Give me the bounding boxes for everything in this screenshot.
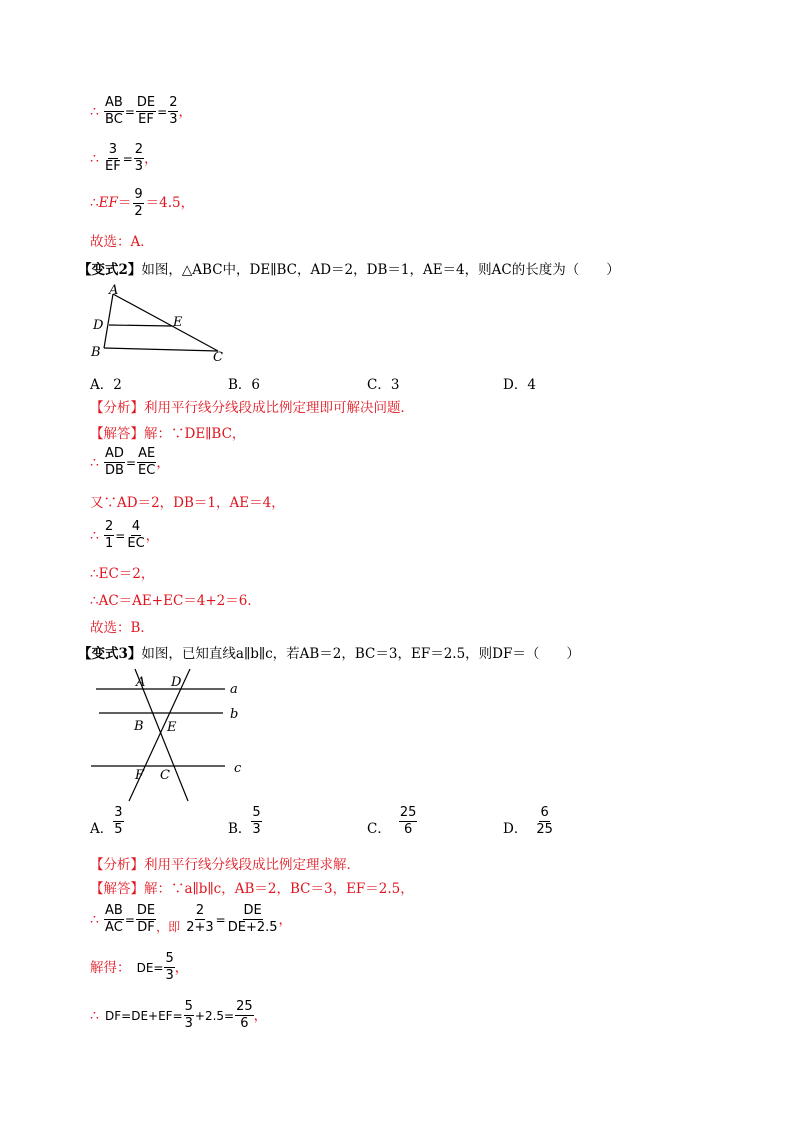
- q2-stem: [78, 262, 620, 278]
- q2-line-ratio: ∴ $\frac{AD}{DB}$ = $\frac{AE}{EC}$ ，: [90, 446, 170, 478]
- q3-label: 【变式3】: [78, 646, 142, 662]
- q3-answer-head: 【解答】解：∵a∥b∥c，AB＝2，BC＝3，EF＝2.5，: [90, 881, 414, 897]
- fraction: $\frac{3}{EF}$: [105, 142, 121, 174]
- label-a: A: [109, 283, 119, 298]
- q3-analysis: 【分析】利用平行线分线段成比例定理求解．: [90, 857, 360, 873]
- q2-given: 又∵AD＝2，DB＝1，AE＝4，: [90, 495, 285, 511]
- q2-option-b[interactable]: B．6: [228, 377, 261, 393]
- fraction: $\frac{4}{EC}$: [127, 519, 145, 551]
- label-line-b: b: [230, 707, 239, 722]
- q2-ac: ∴AC＝AE+EC＝4+2＝6．: [90, 593, 261, 609]
- q2-ec: ∴EC＝2，: [90, 566, 155, 582]
- fraction: $\frac{5}{3}$: [252, 805, 261, 837]
- q2-option-d[interactable]: D．4: [503, 377, 536, 393]
- fraction: $\frac{2}{2+3}$: [186, 903, 214, 935]
- q3-line-ratio: ∴ $\frac{AB}{AC}$ = $\frac{DE}{DF}$ ，即 $\frac{2}{2+3}$ = $\frac{DE}{DE+2.5}$ ，: [90, 903, 293, 935]
- fraction: $\frac{25}{6}$: [236, 999, 253, 1031]
- sol1-line1: ∴ $\frac{AB}{BC}$ = $\frac{DE}{EF}$ = $\frac{2}{3}$ ，: [90, 95, 192, 127]
- q2-answer-head: 【解答】解：∵DE∥BC，: [90, 426, 246, 442]
- label-e-point: E: [167, 720, 177, 735]
- label-line-a: a: [230, 682, 238, 697]
- label-line-c: c: [234, 761, 242, 776]
- fraction: $\frac{AB}{AC}$: [105, 903, 123, 935]
- q2-line-substitute: ∴ $\frac{2}{1}$ = $\frac{4}{EC}$ ，: [90, 519, 160, 551]
- label-c: C: [213, 350, 223, 364]
- segment-de: [109, 325, 172, 326]
- label-f-point: F: [135, 768, 145, 783]
- label-d-point: D: [171, 675, 182, 690]
- sol1-answer: 故选：A．: [90, 234, 154, 250]
- q2-choice: 故选：B．: [90, 620, 154, 636]
- q2-triangle-figure: [85, 282, 245, 364]
- fraction: $\frac{2}{3}$: [134, 142, 144, 174]
- q2-label: 【变式2】: [78, 262, 142, 278]
- fraction: $\frac{AD}{DB}$: [105, 446, 124, 478]
- fraction: $\frac{9}{2}$: [134, 187, 143, 219]
- sol1-line3: ∴EF＝ $\frac{9}{2}$ ＝4.5，: [90, 187, 195, 219]
- fraction: $\frac{2}{3}$: [169, 95, 178, 127]
- fraction: $\frac{5}{3}$: [165, 951, 174, 983]
- q2-text: 如图，△ABC中，DE∥BC，AD＝2，DB＝1，AE＝4，则AC的长度为（ ）: [141, 262, 620, 278]
- q3-parallel-lines-figure: [85, 668, 255, 802]
- q3-line-df: ∴ DF=DE+EF= $\frac{5}{3}$ +2.5= $\frac{25}{6}$ ，: [90, 999, 268, 1031]
- q3-option-a[interactable]: A． $\frac{3}{5}$: [90, 805, 123, 837]
- q3-stem: [78, 646, 580, 662]
- side-bc: [104, 348, 218, 351]
- label-e: E: [173, 315, 183, 330]
- q3-text: 如图，已知直线a∥b∥c，若AB＝2，BC＝3，EF＝2.5，则DF＝（ ）: [141, 646, 580, 662]
- fraction: $\frac{DE}{DF}$: [136, 903, 156, 935]
- fraction: $\frac{DE}{EF}$: [136, 95, 156, 127]
- q2-analysis: 【分析】利用平行线分线段成比例定理即可解决问题．: [90, 400, 414, 416]
- q3-option-c[interactable]: C． $\frac{25}{6}$: [367, 805, 417, 837]
- q3-line-solve: 解得： DE= $\frac{5}{3}$ ，: [90, 951, 189, 983]
- fraction: $\frac{2}{1}$: [105, 519, 114, 551]
- q2-option-a[interactable]: A．2: [90, 377, 122, 393]
- fraction: $\frac{25}{6}$: [399, 805, 417, 837]
- label-b: B: [91, 345, 101, 360]
- fraction: $\frac{3}{5}$: [114, 805, 123, 837]
- label-a-point: A: [136, 675, 146, 690]
- fraction: $\frac{5}{3}$: [184, 999, 193, 1031]
- sol1-line2: ∴ $\frac{3}{EF}$ = $\frac{2}{3}$ ，: [90, 142, 158, 174]
- q3-option-d[interactable]: D． $\frac{6}{25}$: [503, 805, 553, 837]
- label-c-point: C: [160, 768, 170, 783]
- fraction: $\frac{DE}{DE+2.5}$: [227, 903, 278, 935]
- q3-option-b[interactable]: B． $\frac{5}{3}$: [228, 805, 261, 837]
- label-b-point: B: [134, 719, 144, 734]
- label-d: D: [93, 318, 104, 333]
- side-ab: [104, 294, 113, 348]
- q2-option-c[interactable]: C．3: [367, 377, 400, 393]
- fraction: $\frac{AB}{BC}$: [105, 95, 123, 127]
- side-ac: [113, 294, 218, 351]
- fraction: $\frac{6}{25}$: [536, 805, 553, 837]
- fraction: $\frac{AE}{EC}$: [138, 446, 156, 478]
